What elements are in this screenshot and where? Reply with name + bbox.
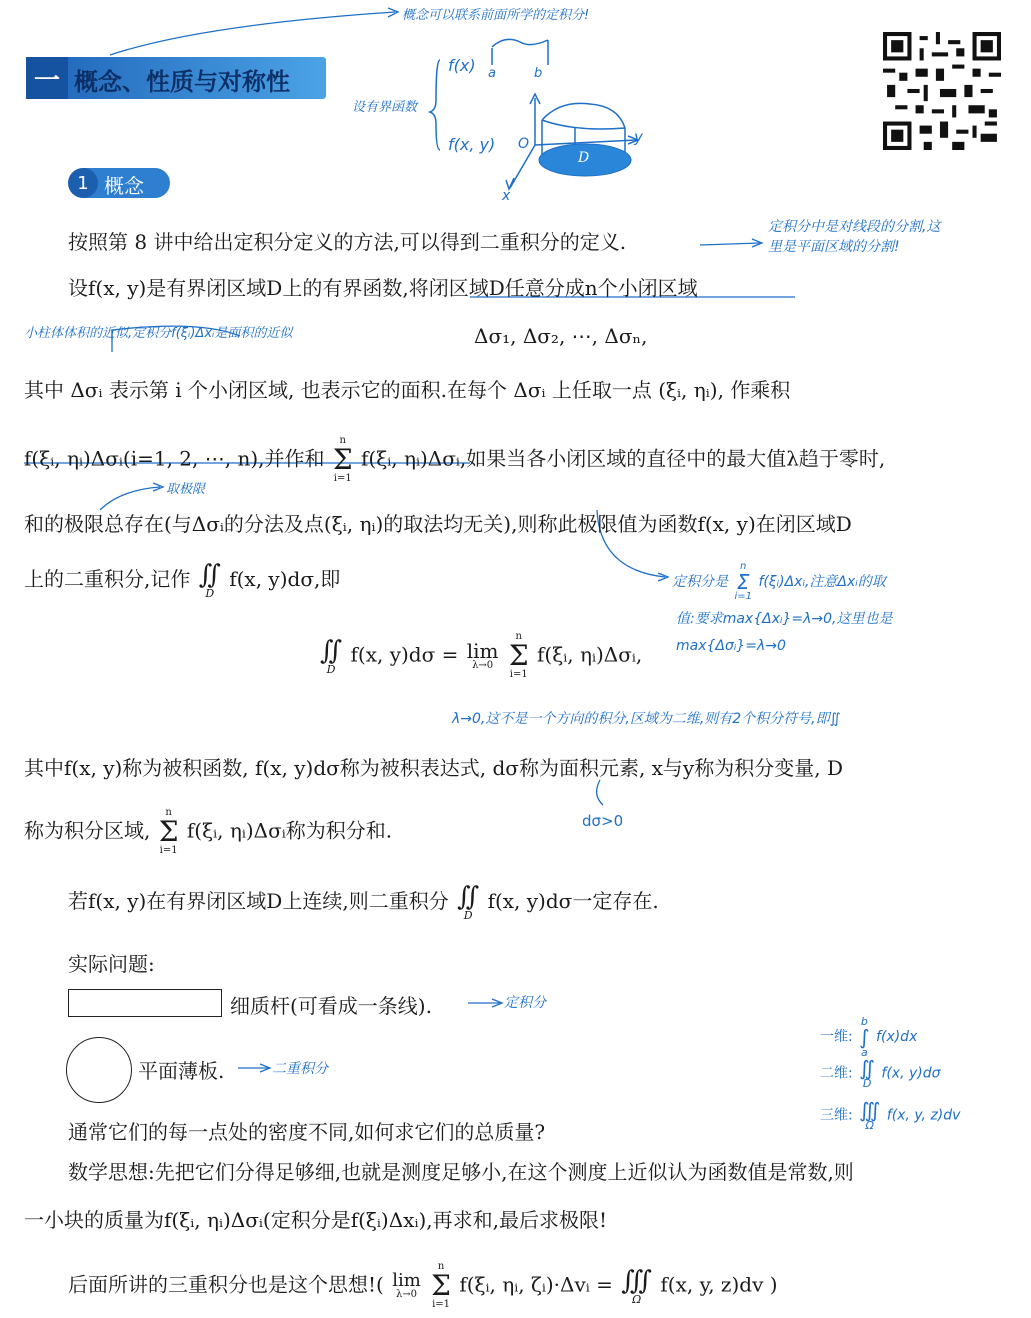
note-dim-1: 一维: b ∫ a f(x)dx — [820, 1015, 918, 1059]
note-definition-2: 值:要求max{Δxᵢ}=λ→0,这里也是 — [676, 611, 893, 627]
diagram-f1: f(x) — [448, 56, 476, 75]
paragraph-1: 按照第 8 讲中给出定积分定义的方法,可以得到二重积分的定义. — [68, 230, 627, 254]
note-partition-2: 里是平面区域的分割! — [768, 239, 900, 255]
rod-illustration — [68, 989, 222, 1017]
note-plate: 二重积分 — [272, 1061, 328, 1077]
plate-illustration — [66, 1037, 132, 1103]
paragraph-11: 实际问题: — [68, 952, 155, 976]
diagram-b: b — [534, 66, 543, 81]
note-dim-2: 二维: ∬ D f(x, y)dσ — [820, 1056, 941, 1090]
paragraph-5: f(ξᵢ, ηᵢ)Δσᵢ(i=1, 2, ⋯, n),并作和 n Σ i=1 f(ξᵢ, ηᵢ)Δσᵢ,如果当各小闭区域的直径中的最大值λ趋于零时, — [24, 435, 886, 484]
note-rod: 定积分 — [504, 995, 546, 1011]
diagram-label-bounded: 设有界函数 — [352, 100, 418, 115]
subsection-number: 1 — [68, 168, 98, 198]
paragraph-9: 称为积分区域, n Σ i=1 f(ξᵢ, ηᵢ)Δσᵢ称为积分和. — [24, 807, 393, 856]
definition-equation: ∬ D f(x, y)dσ = lim λ→0 n Σ i=1 f(ξᵢ, ηᵢ)Δσᵢ, — [320, 631, 643, 680]
top-note: 概念可以联系前面所学的定积分! — [402, 8, 590, 23]
paragraph-rod: 细质杆(可看成一条线). — [230, 994, 432, 1018]
diagram-a: a — [488, 66, 496, 81]
paragraph-2: 设f(x, y)是有界闭区域D上的有界函数,将闭区域D任意分成n个小闭区域 — [68, 276, 698, 300]
qr-code-icon — [883, 32, 1001, 150]
diagram-x: x — [502, 188, 511, 204]
paragraph-16: 一小块的质量为f(ξᵢ, ηᵢ)Δσᵢ(定积分是f(ξᵢ)Δxᵢ),再求和,最后求极限! — [24, 1208, 608, 1232]
note-definition-3: max{Δσᵢ}=λ→0 — [676, 638, 786, 654]
paragraph-plate: 平面薄板. — [138, 1059, 225, 1083]
paragraph-4: 其中 Δσᵢ 表示第 i 个小闭区域, 也表示它的面积.在每个 Δσᵢ 上任取一点 (ξᵢ, ηᵢ), 作乘积 — [24, 378, 791, 402]
paragraph-8: 其中f(x, y)称为被积函数, f(x, y)dσ称为被积表达式, dσ称为面积元素, x与y称为积分变量, D — [24, 756, 843, 780]
paragraph-10: 若f(x, y)在有界闭区域D上连续,则二重积分 ∬ D f(x, y)dσ一定存在. — [68, 882, 659, 922]
diagram-f2: f(x, y) — [448, 135, 496, 154]
diagram-origin: O — [518, 136, 530, 152]
paragraph-17: 后面所讲的三重积分也是这个思想!( lim λ→0 n Σ i=1 f(ξᵢ, ηᵢ, ζᵢ)·Δvᵢ = ∭ Ω f(x, y, z)dv ) — [68, 1261, 778, 1310]
note-definition-1: 定积分是 n Σ i=1 f(ξᵢ)Δxᵢ,注意Δxᵢ的取 — [672, 561, 886, 602]
paragraph-6: 和的极限总存在(与Δσᵢ的分法及点(ξᵢ, ηᵢ)的取法均无关),则称此极限值为函数f(x, y)在闭区域D — [24, 512, 852, 536]
note-lambda: λ→0,这不是一个方向的积分,区域为二维,则有2个积分符号,即∬ — [452, 711, 841, 727]
section-title: 概念、性质与对称性 — [74, 68, 290, 96]
paragraph-7: 上的二重积分,记作 ∬ D f(x, y)dσ,即 — [24, 560, 341, 600]
paragraph-15: 数学思想:先把它们分得足够细,也就是测度足够小,在这个测度上近似认为函数值是常数,则 — [68, 1160, 854, 1184]
note-dsigma: dσ>0 — [582, 812, 624, 830]
diagram-d: D — [578, 150, 590, 166]
section-number: 一 — [26, 57, 68, 99]
note-partition-1: 定积分中是对线段的分割,这 — [768, 219, 941, 235]
diagram-y: y — [634, 128, 643, 146]
paragraph-14: 通常它们的每一点处的密度不同,如何求它们的总质量? — [68, 1120, 546, 1144]
subsection-title: 概念 — [104, 174, 144, 198]
partition-list: Δσ₁, Δσ₂, ⋯, Δσₙ, — [474, 324, 648, 348]
note-cylinder: 小柱体体积的近似,定积分f(ξᵢ)Δxᵢ是面积的近似 — [24, 326, 293, 341]
note-take-limit: 取极限 — [166, 482, 206, 497]
note-dim-3: 三维: ∭ Ω f(x, y, z)dv — [820, 1098, 961, 1132]
